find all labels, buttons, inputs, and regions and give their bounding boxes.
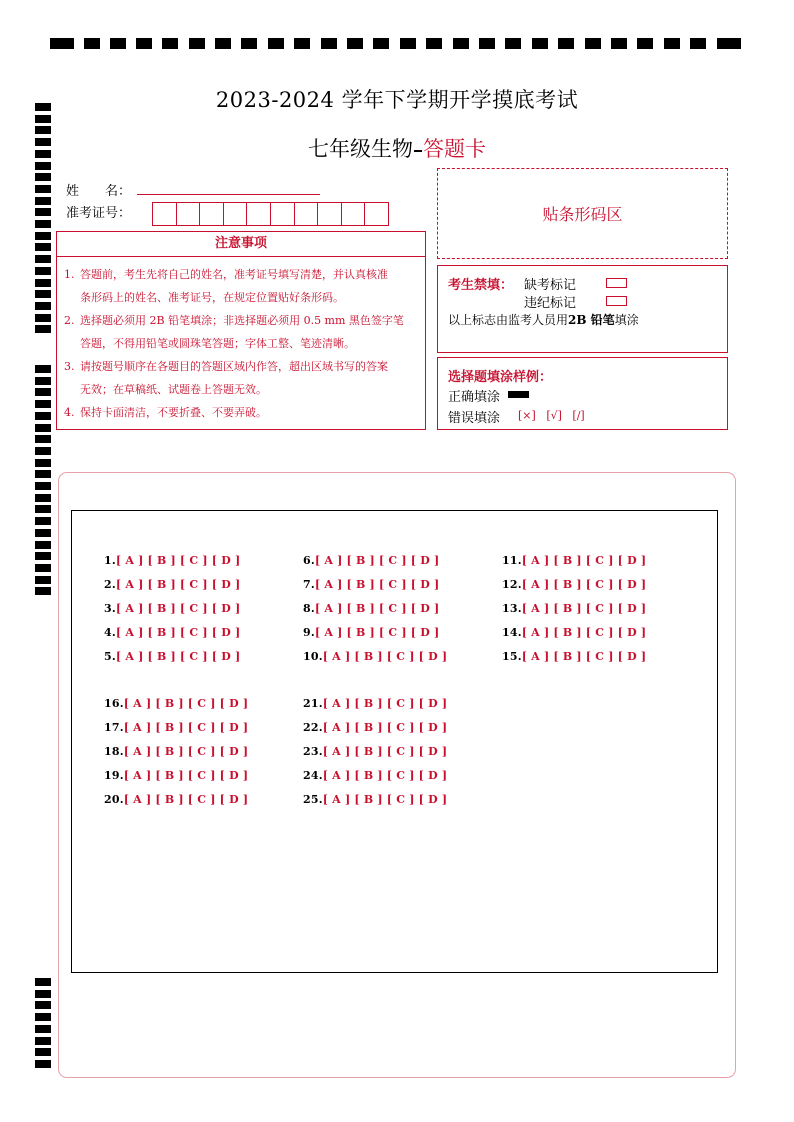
timing-mark [110,38,126,49]
id-digit-box[interactable] [152,202,177,226]
id-label: 准考证号： [66,206,132,221]
choice-question[interactable] [303,769,447,782]
choice-question[interactable] [104,554,240,567]
timing-mark [35,1001,51,1009]
id-digit-box[interactable] [176,202,201,226]
timing-mark [84,38,100,49]
choice-question[interactable] [303,721,447,734]
timing-mark [35,424,51,432]
id-digit-box[interactable] [317,202,342,226]
timing-mark [294,38,310,49]
timing-mark [35,576,51,584]
choice-question[interactable] [104,745,248,758]
answer-options[interactable]: [ A ] [ B ] [ C ] [ D ] [123,745,249,758]
choice-question[interactable] [104,721,248,734]
timing-mark [637,38,653,49]
choice-question[interactable] [104,578,240,591]
timing-mark [558,38,574,49]
absent-label: 缺考标记 [524,278,577,293]
answer-options[interactable]: [ A ] [ B ] [ C ] [ D ] [521,626,647,639]
timing-mark [35,470,51,478]
timing-mark [35,388,51,396]
timing-mark [585,38,601,49]
timing-mark [690,38,706,49]
question-number: 9. [303,626,315,639]
timing-mark [611,38,627,49]
choice-question[interactable] [303,745,447,758]
timing-mark [532,38,548,49]
question-number: 22. [303,721,323,734]
timing-mark [35,115,51,123]
question-number: 25. [303,793,323,806]
timing-mark [35,302,51,310]
timing-mark [35,552,51,560]
card-label: 答题卡 [423,137,486,161]
timing-mark [35,1037,51,1045]
notice-item-line: 答题前，考生先将自己的姓名，准考证号填写清楚，并认真核准 [80,268,388,281]
timing-mark [215,38,231,49]
timing-mark [35,447,51,455]
timing-mark [35,208,51,216]
choice-question[interactable] [502,650,646,663]
timing-mark [35,243,51,251]
question-number: 5. [104,650,116,663]
answer-options[interactable]: [ A ] [ B ] [ C ] [ D ] [521,554,647,567]
timing-mark [321,38,337,49]
notice-item-number: 1. [64,268,75,281]
notice-item-number: 2. [64,314,75,327]
timing-mark [35,325,51,333]
question-number: 14. [502,626,522,639]
timing-mark [35,1025,51,1033]
question-number: 8. [303,602,315,615]
answer-options[interactable]: [ A ] [ B ] [ C ] [ D ] [314,578,440,591]
timing-mark [717,38,741,49]
question-number: 15. [502,650,522,663]
violation-mark-box[interactable] [606,296,627,306]
timing-mark [35,517,51,525]
question-number: 2. [104,578,116,591]
notice-title: 注意事项 [57,232,425,257]
timing-mark [35,290,51,298]
subject-name: 七年级生物 [308,137,413,161]
answer-options[interactable]: [ A ] [ B ] [ C ] [ D ] [115,578,241,591]
violation-label: 违纪标记 [524,296,577,311]
notice-item [64,355,419,401]
barcode-area-label: 贴条形码区 [542,205,623,224]
answer-options[interactable]: [ A ] [ B ] [ C ] [ D ] [123,697,249,710]
timing-mark [35,541,51,549]
timing-mark [35,197,51,205]
instruction-suffix: 填涂 [614,313,639,327]
answer-options[interactable]: [ A ] [ B ] [ C ] [ D ] [123,793,249,806]
forbidden-instruction [448,311,639,328]
notice-item-number: 4. [64,406,75,419]
answer-options[interactable]: [ A ] [ B ] [ C ] [ D ] [115,602,241,615]
timing-mark [35,173,51,181]
correct-fill-mark [508,391,529,398]
notice-item [64,263,419,309]
timing-mark [35,482,51,490]
choice-question[interactable] [303,626,439,639]
timing-mark [35,400,51,408]
choice-question[interactable] [303,697,447,710]
forbidden-title: 考生禁填： [448,278,514,293]
timing-mark [35,365,51,373]
notice-box [56,231,426,430]
answer-options[interactable]: [ A ] [ B ] [ C ] [ D ] [521,602,647,615]
timing-mark [426,38,442,49]
answer-options[interactable]: [ A ] [ B ] [ C ] [ D ] [322,721,448,734]
answer-options[interactable]: [ A ] [ B ] [ C ] [ D ] [115,554,241,567]
answer-options[interactable]: [ A ] [ B ] [ C ] [ D ] [521,578,647,591]
absent-mark-box[interactable] [606,278,627,288]
answer-options[interactable]: [ A ] [ B ] [ C ] [ D ] [123,721,249,734]
answer-options[interactable]: [ A ] [ B ] [ C ] [ D ] [322,793,448,806]
timing-mark [136,38,152,49]
timing-mark [35,232,51,240]
answer-options[interactable]: [ A ] [ B ] [ C ] [ D ] [322,697,448,710]
question-number: 1. [104,554,116,567]
fill-sample-box [437,357,728,430]
name-label: 姓 名： [66,184,132,199]
question-number: 13. [502,602,522,615]
answer-options[interactable]: [ A ] [ B ] [ C ] [ D ] [314,626,440,639]
notice-item-number: 3. [64,360,75,373]
question-number: 24. [303,769,323,782]
notice-item-line: 选择题必须用 2B 铅笔填涂；非选择题必须用 0.5 mm 黑色签字笔 [80,314,404,327]
answer-options[interactable]: [ A ] [ B ] [ C ] [ D ] [123,769,249,782]
choice-question[interactable] [303,793,447,806]
notice-item-line: 保持卡面清洁，不要折叠、不要弄破。 [80,406,267,419]
timing-mark [35,1013,51,1021]
wrong-label: 错误填涂 [448,411,501,426]
choice-question[interactable] [104,769,248,782]
answer-options[interactable]: [ A ] [ B ] [ C ] [ D ] [521,650,647,663]
timing-mark [505,38,521,49]
timing-mark [35,412,51,420]
timing-mark [35,255,51,263]
timing-mark [35,435,51,443]
choice-question[interactable] [104,602,240,615]
subject-title [0,133,794,163]
notice-item-text [80,355,388,401]
answer-options[interactable]: [ A ] [ B ] [ C ] [ D ] [115,626,241,639]
sample-title: 选择题填涂样例： [448,370,553,385]
timing-mark [35,314,51,322]
notice-item-line: 请按题号顺序在各题目的答题区域内作答，超出区域书写的答案 [80,360,388,373]
timing-mark [35,279,51,287]
notice-item [64,309,419,355]
question-number: 21. [303,697,323,710]
choice-question[interactable] [502,554,646,567]
timing-mark [35,185,51,193]
forbidden-fill-box [437,265,728,353]
answer-options[interactable]: [ A ] [ B ] [ C ] [ D ] [314,602,440,615]
question-number: 4. [104,626,116,639]
question-number: 3. [104,602,116,615]
timing-mark [35,978,51,986]
choice-question[interactable] [104,697,248,710]
instruction-bold: 2B 铅笔 [568,313,615,327]
id-digit-box[interactable] [364,202,389,226]
choice-question[interactable] [502,602,646,615]
id-digit-box[interactable] [294,202,319,226]
wrong-mark-slash: [/] [572,409,585,422]
notice-item-text [80,401,267,424]
answer-options[interactable]: [ A ] [ B ] [ C ] [ D ] [322,650,448,663]
question-number: 10. [303,650,323,663]
answer-options[interactable]: [ A ] [ B ] [ C ] [ D ] [314,554,440,567]
choice-question[interactable] [502,578,646,591]
question-number: 12. [502,578,522,591]
wrong-mark-cross: [×] [518,409,536,422]
timing-mark [241,38,257,49]
wrong-marks [518,409,585,422]
timing-mark [268,38,284,49]
wrong-mark-check: [√] [546,409,562,422]
question-number: 20. [104,793,124,806]
question-number: 17. [104,721,124,734]
question-number: 7. [303,578,315,591]
notice-item-line: 答题，不得用铅笔或圆珠笔答题；字体工整、笔迹清晰。 [80,337,355,350]
timing-mark [453,38,469,49]
timing-mark [35,1060,51,1068]
choice-question[interactable] [104,626,240,639]
timing-mark [35,587,51,595]
notice-item-line: 无效；在草稿纸、试题卷上答题无效。 [80,383,267,396]
timing-mark [35,267,51,275]
timing-mark [35,990,51,998]
timing-mark [162,38,178,49]
id-digit-box[interactable] [199,202,224,226]
answer-options[interactable]: [ A ] [ B ] [ C ] [ D ] [115,650,241,663]
timing-mark [35,529,51,537]
id-digit-box[interactable] [270,202,295,226]
timing-mark [50,38,74,49]
timing-mark [35,220,51,228]
question-number: 6. [303,554,315,567]
exam-title: 2023-2024 学年下学期开学摸底考试 [215,88,579,112]
question-number: 18. [104,745,124,758]
question-number: 11. [502,554,522,567]
title-dash [414,150,422,152]
choice-question[interactable] [303,602,439,615]
id-digit-box[interactable] [341,202,366,226]
name-field[interactable] [137,194,320,195]
choice-question[interactable] [104,650,240,663]
id-digit-box[interactable] [223,202,248,226]
answer-options[interactable]: [ A ] [ B ] [ C ] [ D ] [322,745,448,758]
notice-item-text [80,309,404,355]
timing-mark [35,377,51,385]
notice-list [57,257,425,424]
timing-mark [664,38,680,49]
question-number: 23. [303,745,323,758]
id-number-boxes[interactable] [152,202,388,226]
timing-mark [35,564,51,572]
timing-mark [347,38,363,49]
timing-mark [35,1048,51,1056]
choice-question[interactable] [303,554,439,567]
timing-mark [35,494,51,502]
instruction-prefix: 以上标志由监考人员用 [448,313,569,327]
barcode-area [437,168,728,259]
notice-item-text [80,263,388,309]
choice-question[interactable] [502,626,646,639]
notice-item [64,401,419,424]
top-timing-marks [50,38,745,52]
timing-mark [373,38,389,49]
choice-question[interactable] [104,793,248,806]
answer-options[interactable]: [ A ] [ B ] [ C ] [ D ] [322,769,448,782]
timing-mark [35,505,51,513]
timing-mark [400,38,416,49]
question-number: 19. [104,769,124,782]
timing-mark [189,38,205,49]
choice-question[interactable] [303,578,439,591]
timing-mark [35,459,51,467]
correct-label: 正确填涂 [448,390,501,405]
notice-item-line: 条形码上的姓名、准考证号，在规定位置贴好条形码。 [80,291,344,304]
choice-question[interactable] [303,650,447,663]
question-number: 16. [104,697,124,710]
timing-mark [479,38,495,49]
id-digit-box[interactable] [246,202,271,226]
